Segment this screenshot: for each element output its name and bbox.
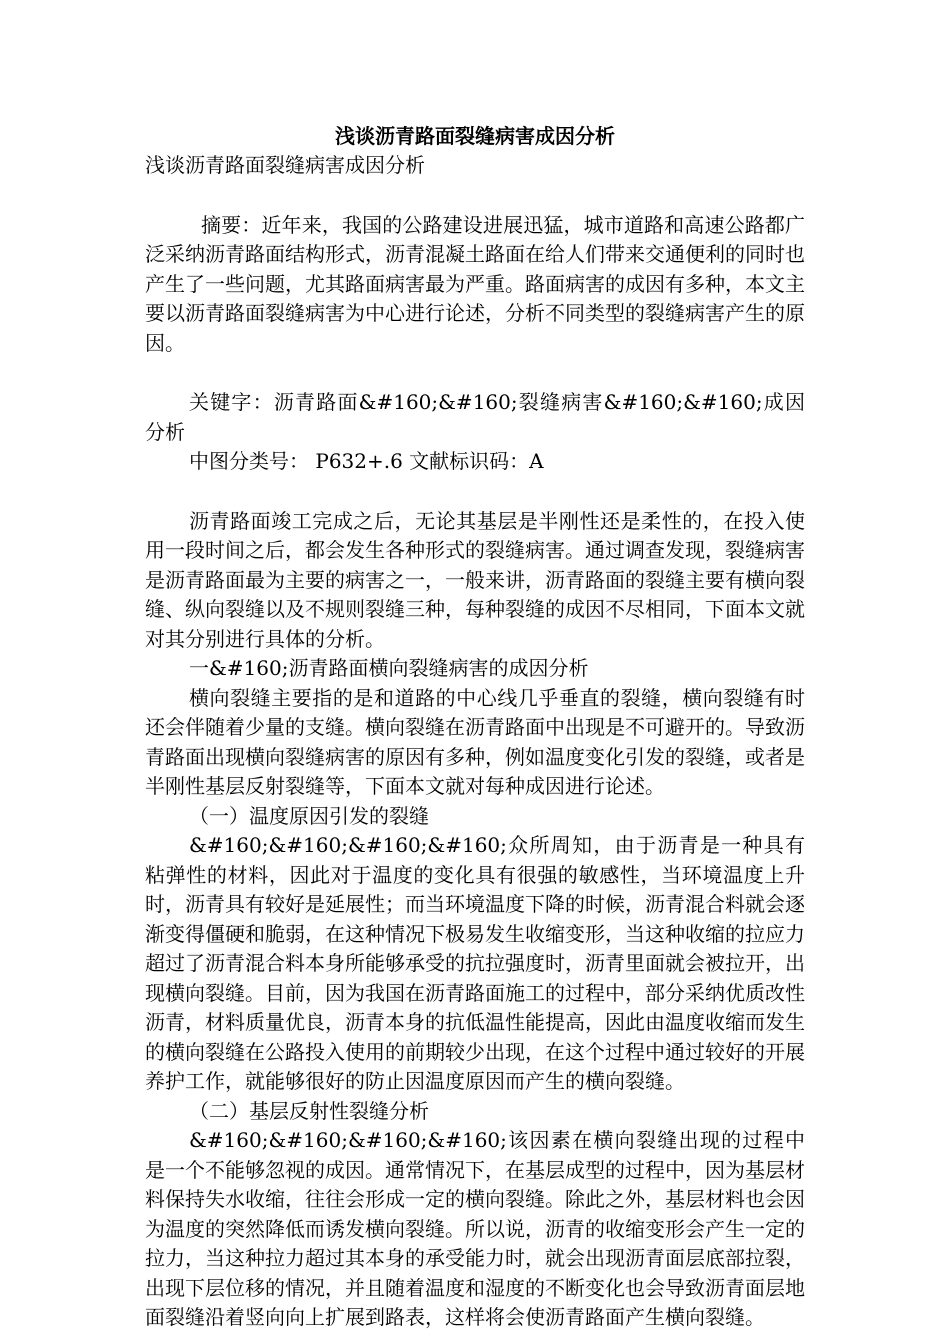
subsection-2-paragraph: &#160;&#160;&#160;&#160;该因素在横向裂缝出现的过程中是一个不能够忽视的成因。通常情况下，在基层成型的过程中，因为基层材料保持失水收缩，往往会形成一定的横向裂缝。除此之外，基层材料也会因为温度的突然降低而诱发横向裂缝。所以说，沥青的收缩变形会产生一定的拉力，当这种拉力超过其本身的承受能力时，就会出现沥青面层底部拉裂，出现下层位移的情况，并且随着温度和湿度的不断变化也会导致沥青面层地面裂缝沿着竖向向上扩展到路表，这样将会使沥青路面产生横向裂缝。 [145, 1128, 805, 1329]
spacer [145, 477, 805, 507]
subsection-heading-1: （一）温度原因引发的裂缝 [189, 803, 429, 828]
keywords-line: 关键字：沥青路面&#160;&#160;裂缝病害&#160;&#160;成因分析 [145, 390, 805, 444]
document-subtitle: 浅谈沥青路面裂缝病害成因分析 [145, 153, 425, 177]
classification-line: 中图分类号： P632+.6 文献标识码：A [189, 449, 544, 473]
subsection-heading-2: （二）基层反射性裂缝分析 [189, 1098, 429, 1123]
section-heading-1: 一&#160;沥青路面横向裂缝病害的成因分析 [189, 656, 589, 680]
subsection-1-paragraph: &#160;&#160;&#160;&#160;众所周知，由于沥青是一种具有粘弹性的材料，因此对于温度的变化具有很强的敏感性，当环境温度上升时，沥青具有较好是延展性；而当环境温度下降的时候，沥青混合料就会逐渐变得僵硬和脆弱，在这种情况下极易发生收缩变形，当这种收缩的拉应力超过了沥青混合料本身所能够承受的抗拉强度时，沥青里面就会被拉开，出现横向裂缝。目前，因为我国在沥青路面施工的过程中，部分采纳优质改性沥青，材料质量优良，沥青本身的抗低温性能提高，因此由温度收缩而发生的横向裂缝在公路投入使用的前期较少出现，在这个过程中通过较好的开展养护工作，就能够很好的防止因温度原因而产生的横向裂缝。 [145, 833, 805, 1093]
document-body [145, 121, 805, 1333]
spacer [145, 181, 805, 211]
abstract-paragraph: 摘要：近年来，我国的公路建设进展迅猛，城市道路和高速公路都广泛采纳沥青路面结构形式，沥青混凝土路面在给人们带来交通便利的同时也产生了一些问题，尤其路面病害最为严重。路面病害的成因有多种，本文主要以沥青路面裂缝病害为中心进行论述，分析不同类型的裂缝病害产生的原因。 [145, 212, 805, 355]
spacer [145, 358, 805, 388]
intro-paragraph: 沥青路面竣工完成之后，无论其基层是半刚性还是柔性的，在投入使用一段时间之后，都会发生各种形式的裂缝病害。通过调查发现，裂缝病害是沥青路面最为主要的病害之一，一般来讲，沥青路面的裂缝主要有横向裂缝、纵向裂缝以及不规则裂缝三种，每种裂缝的成因不尽相同，下面本文就对其分别进行具体的分析。 [145, 508, 805, 651]
document-title: 浅谈沥青路面裂缝病害成因分析 [335, 124, 615, 148]
section-1-paragraph: 横向裂缝主要指的是和道路的中心线几乎垂直的裂缝，横向裂缝有时还会伴随着少量的支缝。横向裂缝在沥青路面中出现是不可避开的。导致沥青路面出现横向裂缝病害的原因有多种，例如温度变化引发的裂缝，或者是半刚性基层反射裂缝等，下面本文就对每种成因进行论述。 [145, 685, 805, 798]
